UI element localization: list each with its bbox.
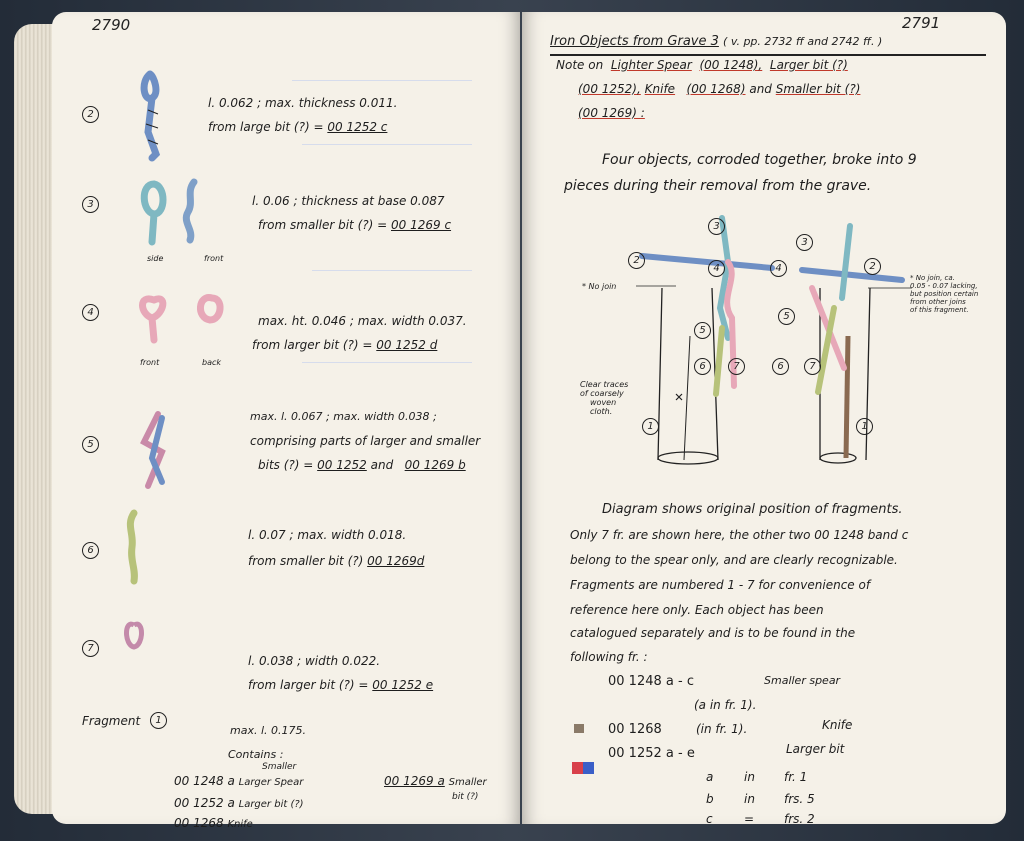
sublist-ref: frs. 5 xyxy=(784,792,815,806)
circled-number: 5 xyxy=(82,436,99,453)
entry-source: bits (?) = 00 1252 and 00 1269 b xyxy=(258,458,466,472)
catalogue-desc: Knife xyxy=(822,718,853,732)
circled-number: 2 xyxy=(82,106,99,123)
fragment-sketches-lower xyxy=(112,507,172,667)
fragment-position-diagram xyxy=(572,208,992,478)
page-number-right: 2791 xyxy=(902,14,941,32)
entry-measure: l. 0.06 ; thickness at base 0.087 xyxy=(252,194,445,208)
entry-measure: max. ht. 0.046 ; max. width 0.037. xyxy=(258,314,467,328)
sublist-letter: b xyxy=(706,792,714,806)
fragment-item-right: 00 1269 a Smaller xyxy=(384,774,487,788)
diagram-number: 4 xyxy=(708,260,725,277)
diagram-number: 7 xyxy=(728,358,745,375)
sublist-mid: in xyxy=(744,770,755,784)
heading-title: Iron Objects from Grave 3 ( v. pp. 2732 ff and 2742 ff. ) xyxy=(550,34,883,49)
catalogue-desc: (in fr. 1). xyxy=(696,722,748,736)
fragment-label: Fragment xyxy=(82,714,141,728)
paragraph-line: belong to the spear only, and are clearly recognizable. xyxy=(570,553,898,567)
fragment-smaller-note: Smaller xyxy=(262,762,297,772)
entry-measure: l. 0.038 ; width 0.022. xyxy=(248,654,381,668)
entry-measure: max. l. 0.067 ; max. width 0.038 ; xyxy=(250,410,437,423)
paragraph-line: pieces during their removal from the grave. xyxy=(564,178,872,194)
paragraph-line: reference here only. Each object has been xyxy=(570,603,824,617)
diagram-number: 1 xyxy=(856,418,873,435)
entry-measure: l. 0.062 ; max. thickness 0.011. xyxy=(208,96,398,110)
paragraph-line: Fragments are numbered 1 - 7 for convenience of xyxy=(570,578,871,592)
paragraph-line: catalogued separately and is to be found in the xyxy=(570,626,856,640)
paragraph-line: Only 7 fr. are shown here, the other two 00 1248 band c xyxy=(570,528,909,542)
catalogue-desc: (a in fr. 1). xyxy=(694,698,757,712)
entry-measure: l. 0.07 ; max. width 0.018. xyxy=(248,528,407,542)
bleed-through xyxy=(312,270,472,271)
catalogue-code: 00 1248 a - c xyxy=(608,674,694,689)
catalogue-code: 00 1252 a - e xyxy=(608,746,695,761)
heading-line3: (00 1252), Knife (00 1268) and Smaller bit (?) xyxy=(578,82,861,96)
bleed-through xyxy=(302,144,472,145)
heading-line4: (00 1269) : xyxy=(578,106,645,120)
fragment-contains: Contains : xyxy=(228,748,284,761)
paragraph-line: following fr. : xyxy=(570,650,648,664)
diagram-number: 3 xyxy=(796,234,813,251)
diagram-note-right: * No join, ca. 0.05 - 0.07 lacking, but position certain from other joins of this fragment. xyxy=(910,274,979,314)
diagram-number: 7 xyxy=(804,358,821,375)
diagram-number: 3 xyxy=(708,218,725,235)
entry-source: from smaller bit (?) = 00 1269 c xyxy=(258,218,452,232)
sublist-letter: a xyxy=(706,770,714,784)
paragraph-line: Diagram shows original position of fragments. xyxy=(602,502,903,517)
diagram-number: 5 xyxy=(778,308,795,325)
catalogue-desc: Larger bit xyxy=(786,742,845,756)
circled-number: 1 xyxy=(150,712,167,729)
circled-number: 6 xyxy=(82,542,99,559)
diagram-number: 6 xyxy=(694,358,711,375)
sublist-ref: fr. 1 xyxy=(784,770,808,784)
sketch-label: side xyxy=(147,254,164,263)
page-number-left: 2790 xyxy=(92,16,131,34)
entry-source: from larger bit (?) = 00 1252 e xyxy=(248,678,434,692)
sublist-letter: c xyxy=(706,812,713,826)
fragment-item: 00 1248 a Larger Spear xyxy=(174,774,304,788)
diagram-note: * No join xyxy=(582,282,617,291)
diagram-number: 2 xyxy=(864,258,881,275)
paragraph-line: Four objects, corroded together, broke into 9 xyxy=(602,152,917,168)
diagram-number: 4 xyxy=(770,260,787,277)
colour-swatch xyxy=(574,724,584,733)
heading-rule xyxy=(550,54,986,56)
colour-swatch xyxy=(572,762,594,774)
circled-number: 3 xyxy=(82,196,99,213)
fragment-maxl: max. l. 0.175. xyxy=(230,724,306,737)
cloth-note: Clear traces of coarsely woven cloth. xyxy=(580,380,629,416)
entry-source: from smaller bit (?) 00 1269d xyxy=(248,554,425,568)
bleed-through xyxy=(292,80,472,81)
right-page xyxy=(522,12,1006,824)
sublist-ref: frs. 2 xyxy=(784,812,815,826)
fragment-item: 00 1252 a Larger bit (?) xyxy=(174,796,304,810)
entry-source: from larger bit (?) = 00 1252 d xyxy=(252,338,438,352)
catalogue-code: 00 1268 xyxy=(608,722,662,737)
left-page xyxy=(52,12,520,830)
sublist-mid: in xyxy=(744,792,755,806)
catalogue-desc: Smaller spear xyxy=(764,674,841,687)
entry-note: comprising parts of larger and smaller xyxy=(250,434,481,448)
diagram-number: 1 xyxy=(642,418,659,435)
entry-source: from large bit (?) = 00 1252 c xyxy=(208,120,388,134)
circled-number: 7 xyxy=(82,640,99,657)
circled-number: 4 xyxy=(82,304,99,321)
sublist-mid: = xyxy=(744,812,755,826)
sketch-label: back xyxy=(202,358,222,367)
fragment-item: 00 1268 Knife xyxy=(174,816,253,830)
fragment-item-right-desc: bit (?) xyxy=(452,792,479,802)
sketch-label: front xyxy=(204,254,224,263)
bleed-through xyxy=(302,362,472,363)
diagram-number: 2 xyxy=(628,252,645,269)
sketch-label: front xyxy=(140,358,160,367)
heading-line2: Note on Lighter Spear (00 1248), Larger bit (?) xyxy=(556,58,848,72)
diagram-number: 6 xyxy=(772,358,789,375)
diagram-number: 5 xyxy=(694,322,711,339)
page-edges xyxy=(14,24,54,814)
